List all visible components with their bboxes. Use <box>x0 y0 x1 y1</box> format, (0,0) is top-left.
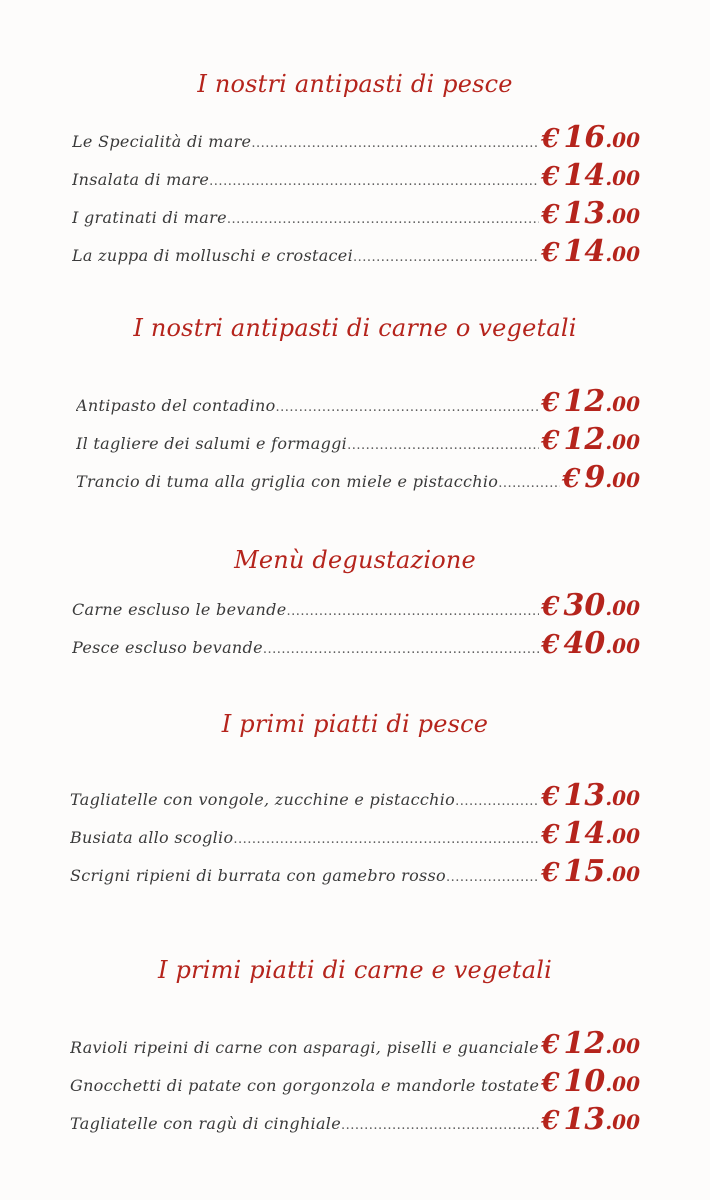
dot-leader <box>347 438 539 453</box>
price-decimal: .00 <box>605 392 640 416</box>
price-decimal: .00 <box>605 862 640 886</box>
menu-item-price <box>541 120 640 155</box>
currency-symbol: € <box>562 464 581 494</box>
dot-leader <box>498 476 560 491</box>
menu-item <box>72 626 640 661</box>
menu-item <box>70 1064 640 1099</box>
menu-item-name: Scrigni ripieni di burrata con gamebro rosso <box>70 866 446 885</box>
menu-item-price <box>541 588 640 623</box>
dot-leader <box>286 604 539 619</box>
menu-item-price <box>541 816 640 851</box>
menu-item <box>76 460 640 495</box>
section-title: Menù degustazione <box>234 546 476 574</box>
dot-leader <box>263 642 540 657</box>
menu-item-name: I gratinati di mare <box>72 208 227 227</box>
currency-symbol: € <box>541 124 560 154</box>
menu-item <box>72 158 640 193</box>
menu-item-name: Busiata allo scoglio <box>70 828 234 847</box>
menu-item-price <box>541 1064 640 1099</box>
price-integer: 12 <box>563 384 606 419</box>
price-decimal: .00 <box>605 786 640 810</box>
menu-item-name: Trancio di tuma alla griglia con miele e pistacchio <box>76 472 499 491</box>
menu-item-name: Il tagliere dei salumi e formaggi <box>76 434 348 453</box>
price-integer: 14 <box>563 234 606 269</box>
menu-item <box>70 778 640 813</box>
price-decimal: .00 <box>605 128 640 152</box>
menu-item-name: Insalata di mare <box>72 170 210 189</box>
price-integer: 13 <box>563 778 606 813</box>
section-title: I primi piatti di pesce <box>221 710 489 738</box>
price-decimal: .00 <box>605 242 640 266</box>
menu-item-price <box>541 158 640 193</box>
menu-item <box>72 120 640 155</box>
menu-item <box>70 1102 640 1137</box>
menu-item-name: Antipasto del contadino <box>76 396 276 415</box>
price-decimal: .00 <box>605 634 640 658</box>
price-integer: 30 <box>563 588 606 623</box>
currency-symbol: € <box>541 630 560 660</box>
price-integer: 14 <box>563 158 606 193</box>
currency-symbol: € <box>541 782 560 812</box>
price-decimal: .00 <box>605 204 640 228</box>
currency-symbol: € <box>541 238 560 268</box>
dot-leader <box>209 174 539 189</box>
menu-item-price <box>541 778 640 813</box>
menu-item <box>72 196 640 231</box>
currency-symbol: € <box>541 592 560 622</box>
menu-item-price <box>541 384 640 419</box>
menu-item-name: Pesce escluso bevande <box>72 638 263 657</box>
dot-leader <box>276 400 540 415</box>
dot-leader <box>446 870 539 885</box>
currency-symbol: € <box>541 426 560 456</box>
price-decimal: .00 <box>605 468 640 492</box>
section-title: I nostri antipasti di carne o vegetali <box>133 314 577 342</box>
menu-item-name: Le Specialità di mare <box>72 132 252 151</box>
menu-item-price <box>541 1026 640 1061</box>
dot-leader <box>251 136 539 151</box>
menu-item <box>70 854 640 889</box>
currency-symbol: € <box>541 858 560 888</box>
menu-item-name: Carne escluso le bevande <box>72 600 287 619</box>
currency-symbol: € <box>541 162 560 192</box>
currency-symbol: € <box>541 388 560 418</box>
dot-leader <box>341 1118 539 1133</box>
menu-item-price <box>541 1102 640 1137</box>
price-decimal: .00 <box>605 1110 640 1134</box>
price-decimal: .00 <box>605 166 640 190</box>
dot-leader <box>455 794 539 809</box>
section-title: I nostri antipasti di pesce <box>197 70 513 98</box>
price-integer: 15 <box>563 854 606 889</box>
menu-item <box>76 422 640 457</box>
currency-symbol: € <box>541 200 560 230</box>
menu-item-name: Gnocchetti di patate con gorgonzola e mandorle tostate <box>70 1076 540 1095</box>
menu-item-price <box>541 422 640 457</box>
price-decimal: .00 <box>605 430 640 454</box>
price-integer: 12 <box>563 1026 606 1061</box>
menu-item <box>72 234 640 269</box>
menu-item <box>72 588 640 623</box>
menu-item-name: Tagliatelle con ragù di cinghiale <box>70 1114 341 1133</box>
currency-symbol: € <box>541 820 560 850</box>
menu-item <box>76 384 640 419</box>
price-integer: 40 <box>563 626 606 661</box>
menu-item <box>70 816 640 851</box>
currency-symbol: € <box>541 1030 560 1060</box>
dot-leader <box>227 212 540 227</box>
price-integer: 16 <box>563 120 606 155</box>
price-decimal: .00 <box>605 1034 640 1058</box>
menu-item-price <box>562 460 640 495</box>
price-integer: 13 <box>563 1102 606 1137</box>
menu-item-price <box>541 854 640 889</box>
price-decimal: .00 <box>605 1072 640 1096</box>
dot-leader <box>233 832 539 847</box>
price-integer: 9 <box>584 460 606 495</box>
price-decimal: .00 <box>605 596 640 620</box>
price-integer: 13 <box>563 196 606 231</box>
price-decimal: .00 <box>605 824 640 848</box>
currency-symbol: € <box>541 1106 560 1136</box>
price-integer: 12 <box>563 422 606 457</box>
menu-item-price <box>541 234 640 269</box>
price-integer: 10 <box>563 1064 606 1099</box>
price-integer: 14 <box>563 816 606 851</box>
dot-leader <box>353 250 539 265</box>
menu-item-name: La zuppa di molluschi e crostacei <box>72 246 353 265</box>
currency-symbol: € <box>541 1068 560 1098</box>
menu-item-price <box>541 196 640 231</box>
menu-item-name: Ravioli ripeini di carne con asparagi, piselli e guanciale <box>70 1038 539 1057</box>
menu-item <box>70 1026 640 1061</box>
menu-item-name: Tagliatelle con vongole, zucchine e pistacchio <box>70 790 456 809</box>
section-title: I primi piatti di carne e vegetali <box>157 956 553 984</box>
menu-item-price <box>541 626 640 661</box>
